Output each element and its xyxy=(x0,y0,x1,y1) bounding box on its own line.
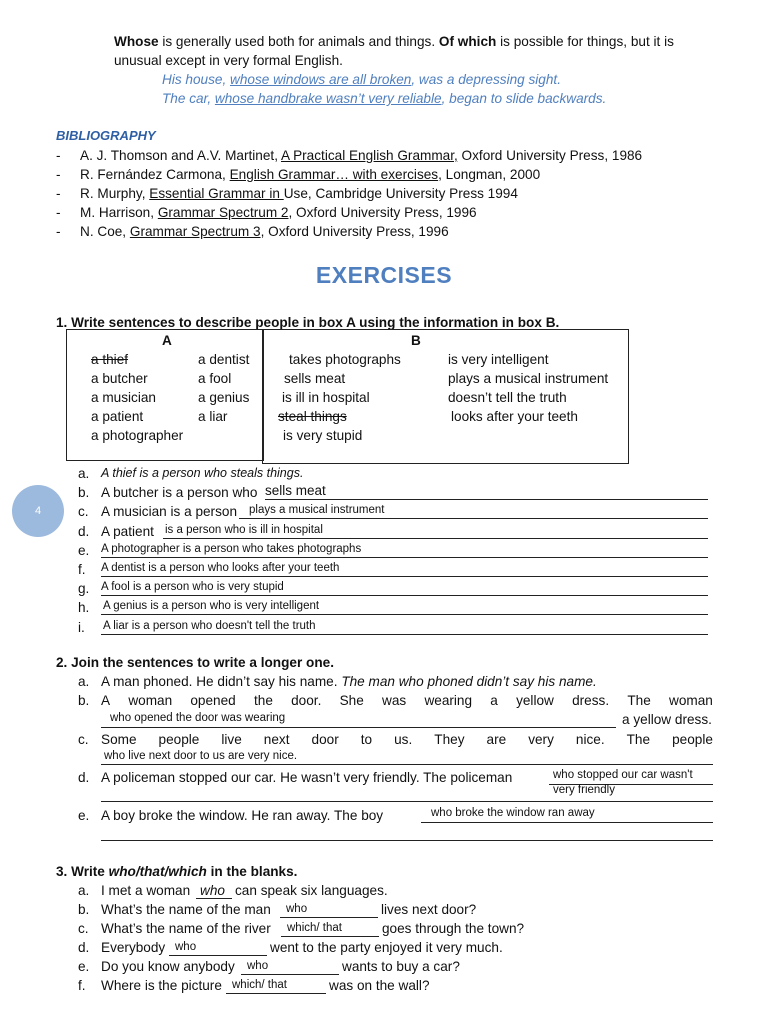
item-letter: a. xyxy=(78,883,90,898)
word: She xyxy=(339,693,364,708)
ex2-letter-e: e. xyxy=(78,808,90,823)
exercises-title: EXERCISES xyxy=(315,262,453,288)
ex2-e-answer: who broke the window ran away xyxy=(431,807,595,819)
ex2-d-answer-line-2 xyxy=(101,801,713,802)
written-answer: A fool is a person who is very stupid xyxy=(101,581,284,594)
ex2-c-answer: who live next door to us are very nice. xyxy=(104,750,298,762)
bibliography-item xyxy=(80,184,518,203)
item-prompt: What’s the name of the river xyxy=(101,921,271,936)
box-entry: a photographer xyxy=(91,428,184,443)
box-entry: sells meat xyxy=(284,371,346,386)
answer-line xyxy=(101,595,708,596)
example-sentence-1: His house, whose windows are all broken, was a depressing sight. xyxy=(162,72,561,87)
word: very xyxy=(528,732,554,747)
item-letter: i. xyxy=(78,619,85,635)
bibliography-author: R. Murphy, xyxy=(80,186,150,201)
item-letter: d. xyxy=(78,940,90,955)
bibliography-item xyxy=(80,165,540,184)
whose-term: Whose xyxy=(114,34,159,49)
item-letter: g. xyxy=(78,581,90,597)
bibliography-author: N. Coe, xyxy=(80,224,130,239)
word: woman xyxy=(128,693,173,708)
bibliography-author: A. J. Thomson and A.V. Martinet, xyxy=(80,148,281,163)
ex2-item-d-text: A policeman stopped our car. He wasn’t very friendly. The policeman xyxy=(101,770,513,785)
ex2-d-answer-1: who stopped our car wasn't xyxy=(553,769,693,781)
answer-line xyxy=(101,576,708,577)
bibliography-bullet: - xyxy=(56,186,61,201)
bibliography-title: A Practical English Grammar, xyxy=(281,148,458,163)
word: Some xyxy=(101,732,137,747)
word: wearing xyxy=(424,693,473,708)
written-answer: who xyxy=(200,883,225,898)
box-entry: a fool xyxy=(198,371,232,386)
example-answer: A thief is a person who steals things. xyxy=(101,466,304,480)
of-which-term: Of which xyxy=(438,34,497,49)
item-letter: c. xyxy=(78,921,89,936)
box-entry: a liar xyxy=(198,409,228,424)
ex2-letter-b: b. xyxy=(78,693,90,708)
bibliography-publisher: Oxford University Press, 1986 xyxy=(457,148,643,163)
bibliography-title: Grammar Spectrum 3 xyxy=(129,224,261,239)
ex2-item-e-text: A boy broke the window. He ran away. The boy xyxy=(101,808,384,823)
answer-line xyxy=(163,538,708,539)
ex2-b-end: a yellow dress. xyxy=(622,712,712,727)
bibliography-bullet: - xyxy=(56,167,61,182)
item-prompt: Do you know anybody xyxy=(101,959,235,974)
word: opened xyxy=(190,693,236,708)
ex2-letter-a: a. xyxy=(78,674,90,689)
word: door xyxy=(311,732,339,747)
bibliography-item xyxy=(80,146,642,165)
bibliography-bullet: - xyxy=(56,224,61,239)
bibliography-author: R. Fernández Carmona, xyxy=(80,167,230,182)
written-answer: which/ that xyxy=(287,922,342,934)
answer-line xyxy=(101,614,708,615)
word: The xyxy=(626,732,651,747)
bibliography-item xyxy=(80,203,477,222)
bibliography-bullet: - xyxy=(56,148,61,163)
answer-line xyxy=(101,634,708,635)
item-letter: a. xyxy=(78,466,90,481)
ex2-letter-d: d. xyxy=(78,770,90,785)
written-answer: A photographer is a person who takes photographs xyxy=(101,542,362,555)
word: a xyxy=(490,693,498,708)
box-entry: takes photographs xyxy=(289,352,401,367)
answer-line xyxy=(169,955,267,956)
ex2-c-answer-line xyxy=(101,764,713,765)
box-entry: doesn’t tell the truth xyxy=(448,390,567,405)
item-letter: h. xyxy=(78,600,90,616)
item-prompt: What’s the name of the man xyxy=(101,902,271,917)
box-entry: is ill in hospital xyxy=(282,390,370,405)
intro-line-2: unusual except in very formal English. xyxy=(114,53,343,68)
item-letter: e. xyxy=(78,959,90,974)
exercise-1-heading: 1. Write sentences to describe people in box A using the information in box B. xyxy=(56,315,560,330)
item-prompt: A patient xyxy=(101,523,154,539)
item-letter: d. xyxy=(78,523,90,539)
box-entry: a butcher xyxy=(91,371,148,386)
written-answer: A liar is a person who doesn't tell the truth xyxy=(103,619,316,632)
word: They xyxy=(434,732,465,747)
box-entry: a patient xyxy=(91,409,144,424)
item-letter: f. xyxy=(78,562,86,577)
ex2-b-answer-line xyxy=(101,727,616,728)
item-prompt: I met a woman xyxy=(101,883,191,898)
item-prompt: A butcher is a person who xyxy=(101,485,258,501)
answer-line xyxy=(265,499,708,500)
item-prompt: Everybody xyxy=(101,940,166,955)
item-letter: e. xyxy=(78,542,90,558)
box-entry: a thief xyxy=(91,352,129,367)
ex2-e-answer-line-1 xyxy=(421,822,713,823)
word: next xyxy=(263,732,290,747)
box-entry: plays a musical instrument xyxy=(448,371,609,386)
item-letter: c. xyxy=(78,504,89,520)
answer-line xyxy=(226,993,326,994)
answer-line xyxy=(241,974,339,975)
word: nice. xyxy=(575,732,605,747)
written-answer: plays a musical instrument xyxy=(249,504,385,517)
word: the xyxy=(253,693,273,708)
written-answer: who xyxy=(175,941,197,953)
item-continuation: went to the party enjoyed it very much. xyxy=(270,940,503,955)
bibliography-title: Essential Grammar in xyxy=(149,186,284,201)
box-entry: steal things xyxy=(278,409,347,424)
box-entry: a musician xyxy=(91,390,156,405)
bibliography-publisher: Use, Cambridge University Press 1994 xyxy=(283,186,518,201)
box-entry: is very intelligent xyxy=(448,352,549,367)
written-answer: is a person who is ill in hospital xyxy=(165,523,323,536)
box-entry: a genius xyxy=(198,390,250,405)
box-entry: a dentist xyxy=(198,352,250,367)
item-letter: b. xyxy=(78,902,90,917)
ex2-item-c-text xyxy=(101,730,713,749)
word: was xyxy=(382,693,407,708)
item-continuation: can speak six languages. xyxy=(235,883,388,898)
answer-line xyxy=(239,518,708,519)
answer-line xyxy=(280,917,378,918)
written-answer: who xyxy=(286,903,308,915)
written-answer: sells meat xyxy=(265,483,326,499)
ex2-item-a: A man phoned. He didn’t say his name. The man who phoned didn’t say his name. xyxy=(101,674,597,689)
word: live xyxy=(221,732,242,747)
answer-line xyxy=(281,936,379,937)
ex2-b-answer: who opened the door was wearing xyxy=(110,712,286,724)
item-letter: f. xyxy=(78,978,86,993)
word: people xyxy=(672,732,713,747)
box-entry: is very stupid xyxy=(283,428,363,443)
bibliography-bullet: - xyxy=(56,205,61,220)
bibliography-title: Grammar Spectrum 2 xyxy=(157,205,289,220)
item-letter: b. xyxy=(78,485,90,501)
ex2-item-b-text xyxy=(101,691,713,710)
word: dress. xyxy=(572,693,610,708)
word: A xyxy=(101,693,111,708)
bibliography-author: M. Harrison, xyxy=(80,205,158,220)
bibliography-title: English Grammar… with exercises xyxy=(229,167,439,182)
page-number-badge: 4 xyxy=(12,485,64,537)
bibliography-publisher: , Oxford University Press, 1996 xyxy=(288,205,477,220)
bibliography-publisher: , Longman, 2000 xyxy=(438,167,541,182)
exercise-2-heading: 2. Join the sentences to write a longer one. xyxy=(56,655,334,670)
item-prompt: A musician is a person xyxy=(101,504,238,520)
box-a-label: A xyxy=(162,333,172,348)
word: woman xyxy=(669,693,713,708)
item-continuation: wants to buy a car? xyxy=(342,959,460,974)
word: us. xyxy=(394,732,413,747)
item-prompt: Where is the picture xyxy=(101,978,222,993)
box-b-label: B xyxy=(411,333,421,348)
intro-line-1: Whose is generally used both for animals and things. Of which is possible for things, but it is xyxy=(114,34,674,49)
ex2-d-answer-2: very friendly xyxy=(553,784,615,796)
written-answer: A dentist is a person who looks after your teeth xyxy=(101,562,340,574)
item-continuation: lives next door? xyxy=(381,902,477,917)
written-answer: which/ that xyxy=(232,979,287,991)
box-entry: looks after your teeth xyxy=(451,409,578,424)
word: The xyxy=(627,693,651,708)
ex2-example-answer: The man who phoned didn’t say his name. xyxy=(341,674,597,689)
word: are xyxy=(486,732,507,747)
bibliography-item xyxy=(80,222,449,241)
written-answer: who xyxy=(247,960,269,972)
ex2-letter-c: c. xyxy=(78,732,89,747)
bibliography-heading: BIBLIOGRAPHY xyxy=(56,128,156,143)
answer-line xyxy=(101,557,708,558)
word: to xyxy=(360,732,373,747)
word: people xyxy=(158,732,200,747)
item-continuation: was on the wall? xyxy=(329,978,430,993)
exercise-3-heading: 3. Write who/that/which in the blanks. xyxy=(56,864,298,879)
bibliography-publisher: , Oxford University Press, 1996 xyxy=(260,224,449,239)
word: door. xyxy=(291,693,322,708)
written-answer: A genius is a person who is very intelligent xyxy=(103,600,320,613)
item-continuation: goes through the town? xyxy=(382,921,525,936)
ex2-e-answer-line-2 xyxy=(101,840,713,841)
word: yellow xyxy=(516,693,554,708)
example-sentence-2: The car, whose handbrake wasn’t very reliable, began to slide backwards. xyxy=(162,91,607,106)
